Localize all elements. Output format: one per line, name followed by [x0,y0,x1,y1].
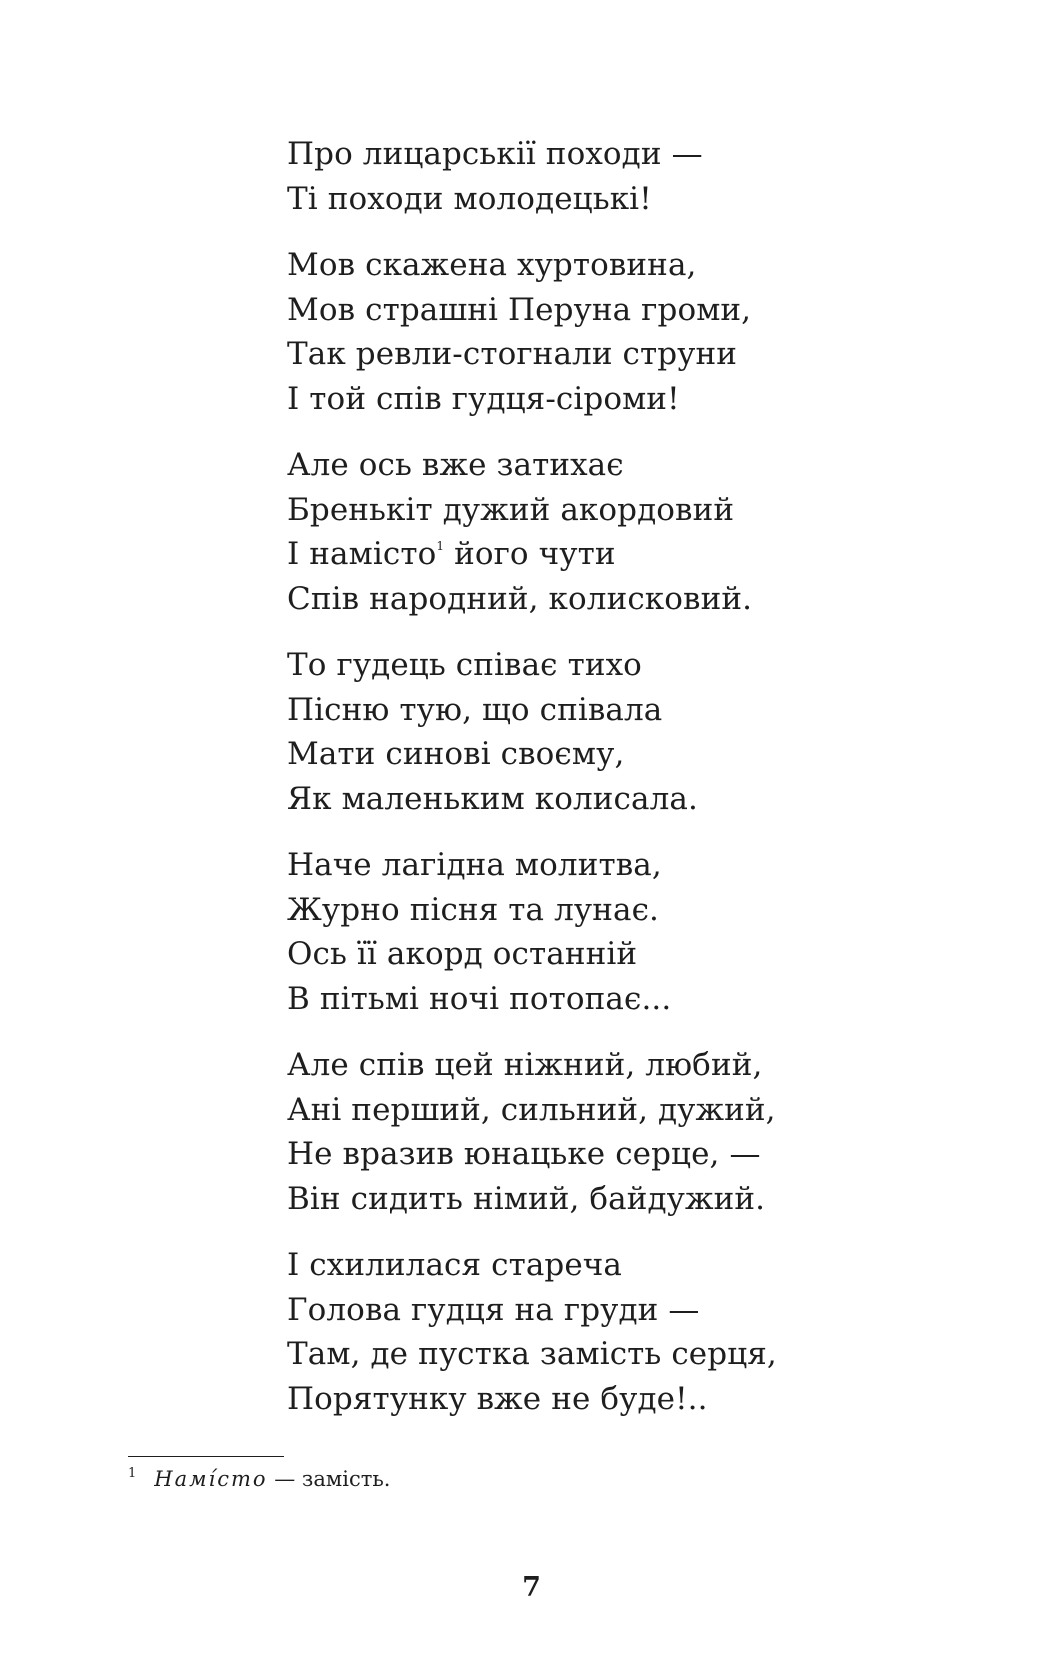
poem-line: Порятунку вже не буде!.. [287,1380,708,1417]
poem-line: Голова гудця на груди — [287,1291,700,1328]
poem-line: Але спів цей ніжний, любий, [287,1047,763,1083]
poem-line: Журно пісня та лунає. [287,891,659,928]
footnote-term: Намі́сто [154,1467,268,1491]
poem-line: Там, де пустка замість серця, [287,1336,777,1372]
poem-line: І той спів гудця-сіроми! [287,380,680,417]
poem-line: Ті походи молодецькі! [287,180,652,217]
poem-line: Про лицарськії походи — [287,136,703,172]
poem-line: Не вразив юнацьке серце, — [287,1136,761,1172]
stanza-6 [287,1043,987,1221]
poem-line: В пітьмі ночі потопає... [287,980,672,1017]
poem-line: І схилилася стареча [287,1247,622,1283]
footnote-divider [128,1456,284,1457]
footnote-number: 1 [128,1466,137,1481]
poem-line-with-footnote [287,532,987,577]
poem-line: Так ревли-стогнали струни [287,336,738,372]
poem-line-end: його чути [444,536,616,572]
footnote-reference: 1 [436,539,445,553]
poem-line: Мати синові своєму, [287,736,625,772]
footnote [128,1466,390,1491]
poem-line: Мов страшні Перуна громи, [287,291,752,328]
poem-line: Ось її акорд останній [287,936,638,972]
stanza-7 [287,1243,987,1421]
poem-line: Наче лагідна молитва, [287,847,662,883]
stanza-5 [287,843,987,1021]
poem-line: То гудець співає тихо [287,647,642,683]
poem-line: Ані перший, сильний, дужий, [287,1091,776,1128]
stanza-2 [287,243,987,421]
poem-line: Мов скажена хуртовина, [287,247,697,283]
poem-text [287,132,987,1443]
poem-line: Він сидить німий, байдужий. [287,1180,766,1217]
poem-line: Але ось вже затихає [287,447,624,483]
stanza-4 [287,643,987,821]
stanza-3 [287,443,987,621]
poem-line: Пісню тую, що співала [287,691,663,728]
poem-line-start: І намісто [287,536,437,572]
footnote-definition: — замість. [267,1467,391,1491]
poem-line: Бренькіт дужий акордовий [287,491,735,528]
poem-line: Спів народний, колисковий. [287,580,753,617]
stanza-1 [287,132,987,221]
poem-line: Як маленьким колисала. [287,780,698,817]
page-number: 7 [522,1572,541,1603]
